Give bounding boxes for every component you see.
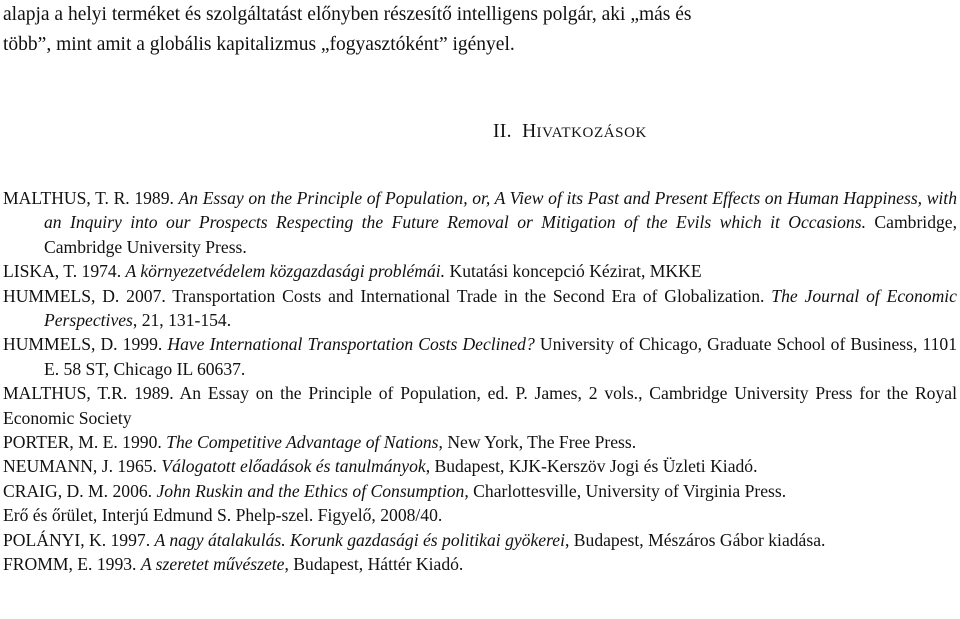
section-title-initial: H [522,121,537,142]
reference-item [3,430,957,454]
reference-item [3,479,957,503]
reference-journal: The Journal of Economic Perspectives [44,285,957,331]
section-number: II. [492,121,512,142]
intro-paragraph [3,0,957,60]
reference-publisher: Cambridge, Cambridge University Press. [44,212,957,257]
reference-author: LISKA, T. 1974. [3,261,122,282]
reference-publisher: University of Chicago, Graduate School of Business, 1101 E. 58 ST, Chicago IL 60637. [44,334,957,379]
reference-publisher: , New York, The Free Press. [438,432,637,453]
section-heading [3,119,957,146]
reference-item [3,259,957,283]
reference-item [3,503,957,527]
reference-title: An Essay on the Principle of Population, or, A View of its Past and Present Effects on Human Happiness, with an Inquiry into our Prospects Respecting the Future Removal or Mitigation of the Evils which it Occasions. [44,188,957,233]
reference-author: NEUMANN, J. 1965. [3,456,157,477]
reference-title: A szeretet művészete [140,554,285,575]
reference-item [3,186,957,259]
reference-publisher: Erő és őrület, Interjú Edmund S. Phelp-szel. Figyelő, 2008/40. [3,505,443,526]
reference-publisher: Charlottesville, University of Virginia Press. [473,480,787,501]
reference-title: The Competitive Advantage of Nations [166,432,439,453]
reference-author: CRAIG, D. M. 2006. [3,480,153,501]
intro-line-2: több”, mint amit a globális kapitalizmus „fogyasztóként” igényel. [3,34,515,55]
reference-title: A környezetvédelem közgazdasági problémái. [125,261,446,282]
reference-author: FROMM, E. 1993. [3,554,137,575]
reference-title: Válogatott előadások és tanulmányok [161,456,426,477]
reference-item [3,381,957,430]
reference-title: John Ruskin and the Ethics of Consumption, [156,480,469,501]
reference-publisher: , Budapest, Háttér Kiadó. [284,554,464,575]
reference-publisher: An Essay on the Principle of Population, ed. P. James, 2 vols., Cambridge University Press for the Royal Economic Society [3,383,957,428]
reference-publisher: Kutatási koncepció Kézirat, MKKE [449,261,702,282]
reference-title: Have International Transportation Costs Declined? [167,334,535,355]
reference-item [3,284,957,333]
reference-list [3,186,957,577]
reference-publisher: , 21, 131-154. [132,310,232,331]
reference-author: HUMMELS, D. 2007. [3,285,166,306]
section-title-rest: IVATKOZÁSOK [536,125,647,141]
reference-author: POLÁNYI, K. 1997. [3,529,151,550]
reference-item [3,528,957,552]
reference-author: HUMMELS, D. 1999. [3,334,163,355]
reference-publisher: , Budapest, KJK-Kerszöv Jogi és Üzleti Kiadó. [425,456,758,477]
reference-author: PORTER, M. E. 1990. [3,432,162,453]
reference-author: MALTHUS, T. R. 1989. [3,188,174,208]
intro-line-1: alapja a helyi terméket és szolgáltatást előnyben részesítő intelligens polgár, aki „más és [3,4,692,25]
reference-author: MALTHUS, T.R. 1989. [3,383,174,404]
reference-item [3,332,957,381]
reference-publisher: , Budapest, Mészáros Gábor kiadása. [565,529,826,550]
reference-item [3,454,957,478]
reference-title: A nagy átalakulás. Korunk gazdasági és politikai gyökerei [154,529,565,550]
reference-article-title: Transportation Costs and International Trade in the Second Era of Globalization. [172,285,765,306]
reference-item [3,552,957,576]
